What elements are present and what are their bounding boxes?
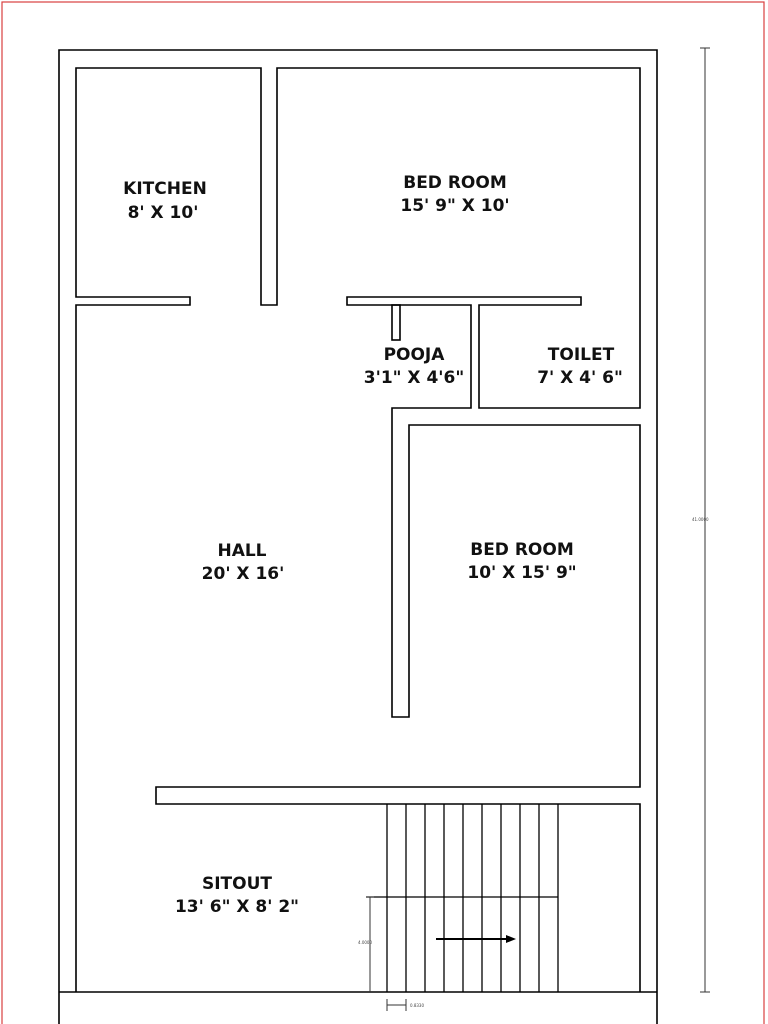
room-kitchen — [123, 179, 207, 223]
room-size: 3'1" X 4'6" — [363, 368, 465, 388]
room-bedroom-1 — [400, 173, 509, 216]
room-name: BED ROOM — [403, 173, 507, 193]
room-name: HALL — [217, 541, 267, 561]
room-size: 20' X 16' — [201, 564, 285, 584]
room-size: 10' X 15' 9" — [467, 563, 577, 583]
stair-run-dim-label: 4.0000 — [358, 940, 372, 945]
room-size: 7' X 4' 6" — [537, 368, 623, 388]
room-sitout — [175, 874, 299, 917]
room-name: SITOUT — [201, 874, 273, 894]
room-name: POOJA — [383, 345, 445, 365]
pooja-door-stub — [392, 305, 400, 340]
room-size: 13' 6" X 8' 2" — [174, 897, 300, 917]
room-name: KITCHEN — [123, 179, 207, 199]
room-name: BED ROOM — [470, 540, 574, 560]
room-toilet — [537, 345, 623, 388]
page-border — [2, 2, 764, 1024]
staircase — [366, 804, 558, 992]
room-hall — [202, 541, 285, 584]
room-name: TOILET — [547, 345, 615, 365]
stair-direction-arrow — [436, 935, 516, 943]
stair-tread-dim-label: 0.8330 — [410, 1003, 424, 1008]
room-pooja — [364, 345, 464, 388]
room-size: 8' X 10' — [127, 203, 199, 223]
overall-depth-dim-label: 41.0000 — [692, 517, 709, 522]
room-bedroom-2 — [467, 540, 576, 583]
room-size: 15' 9" X 10' — [400, 196, 510, 216]
